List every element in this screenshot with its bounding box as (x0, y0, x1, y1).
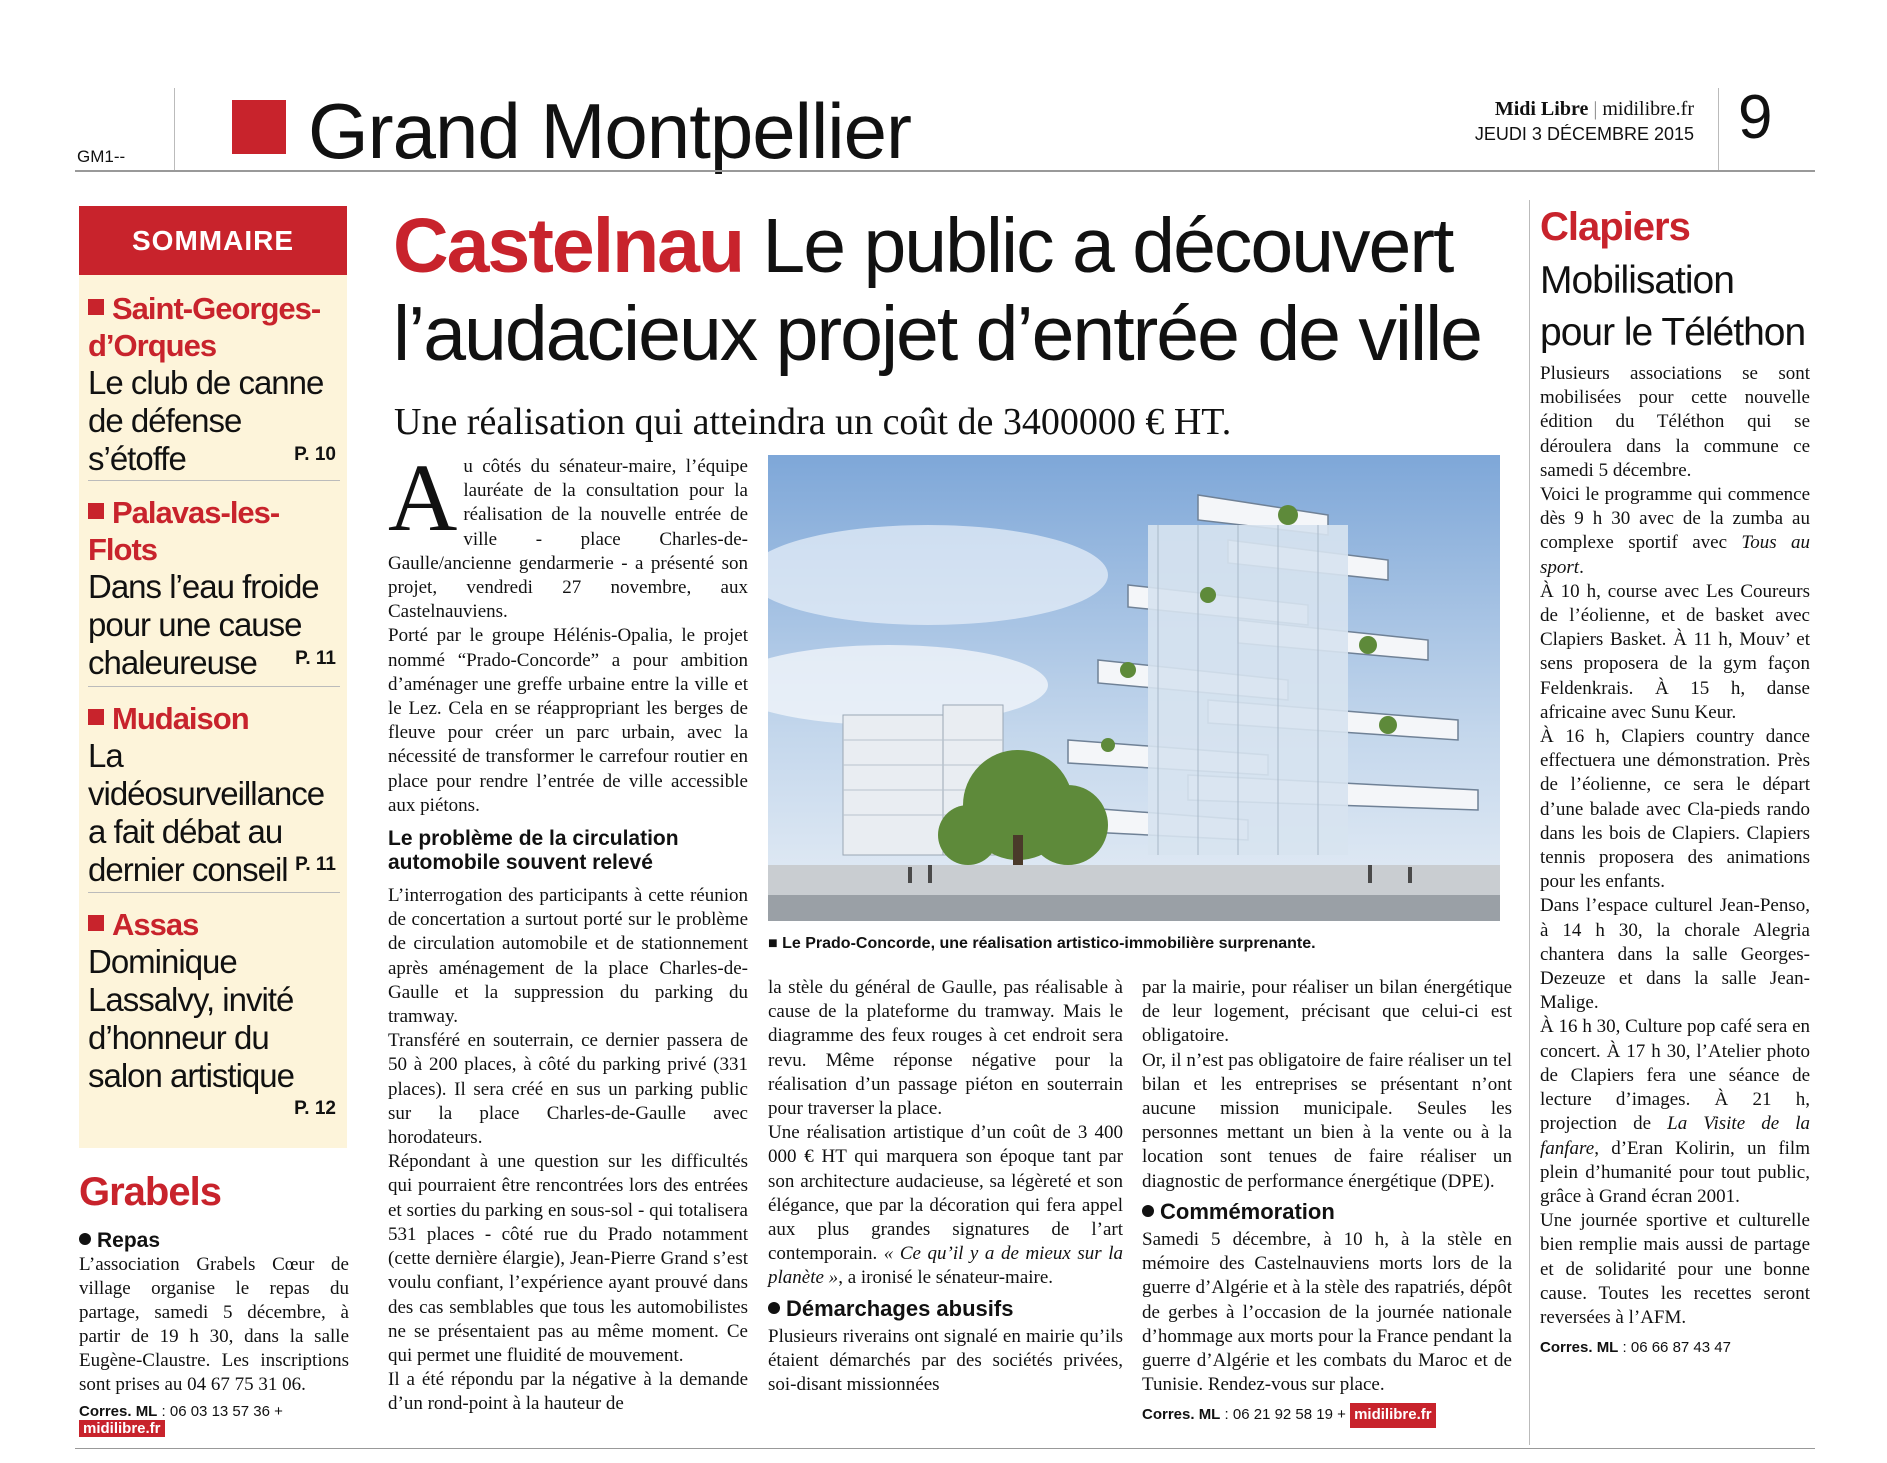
caption-square-icon: ■ (768, 935, 783, 952)
article-subhead: Le problème de la circulation automobile souvent relevé (388, 827, 679, 875)
article-paragraph: Une réalisation artistique d’un coût de 3 400 000 € HT qui marquera son époque tant par son architecture audacieuse, sa légèreté et son élégance, que par la décoration qui fera appel aux plus grandes signatures de l’art contemporain. « Ce qu’il y a de mieux sur la planète », a ironisé le sénateur-maire. (768, 1122, 1124, 1289)
brief-kicker: Grabels (79, 1170, 221, 1214)
sommaire-item (88, 700, 340, 889)
section-title: Grand Montpellier (308, 87, 911, 175)
brief-kicker: Clapiers (1540, 205, 1690, 249)
brief-body: L’association Grabels Cœur de village organise le repas du partage, samedi 5 décembre, à partir de 19 h 30, dans la salle Eugène-Claustre. Les inscriptions sont prises au 04 67 75 31 06. (79, 1254, 349, 1395)
sommaire-item-place: Saint-Georges-d’Orques (88, 291, 321, 363)
article-paragraph: Voici le programme qui commence dès 9 h 30 avec de la zumba au complexe sportif avec Tous au sport. (1540, 484, 1811, 578)
sommaire-divider (88, 892, 340, 893)
sommaire-item (88, 290, 340, 478)
masthead-brand: Midi Libre | midilibre.fr (1494, 98, 1694, 120)
sommaire-item-page: P. 11 (295, 854, 336, 875)
article-subhead: Démarchages abusifs (768, 1297, 1123, 1321)
brief-subhead: Repas (79, 1227, 349, 1253)
article-paragraph: u côtés du sénateur-maire, l’équipe lauréate de la consultation pour la réalisation de la nouvelle entrée de ville - place Charles-de-Gaulle/ancienne gendarmerie - a présenté son projet, vendredi 27 novembre, aux Castelnauviens. (388, 456, 748, 623)
page-number: 9 (1738, 83, 1773, 152)
bullet-square-icon (88, 503, 104, 519)
edition-code: GM1-- (77, 147, 126, 166)
brief-headline: Mobilisation pour le Téléthon (1540, 259, 1806, 354)
article-paragraph: la stèle du général de Gaulle, pas réalisable à cause de la plateforme du tramway. Mais le diagramme des feux rouges à cet endroit sera revu. Même réponse négative pour la réalisation d’un passage piéton en souterrain pour traverser la place. (768, 977, 1123, 1120)
column-divider (1529, 200, 1530, 1445)
sommaire-item (88, 494, 340, 682)
article-paragraph: Transféré en souterrain, ce dernier passera de 50 à 200 places, à côté du parking privé (331 places). Il sera créé en sus un parking public sur la place Charles-de-Gaulle avec horodateurs. (388, 1030, 748, 1149)
grabels-brief (79, 1170, 349, 1437)
sommaire-item-text: Dominique Lassalvy, invité d’honneur du salon artistique (88, 943, 294, 1094)
sommaire-item-place: Palavas-les-Flots (88, 495, 280, 567)
brand-site: midilibre.fr (1602, 98, 1694, 120)
article-title: Le public a découvert l’audacieux projet d’entrée de ville (393, 203, 1482, 377)
article-paragraph: À 10 h, course avec Les Coureurs de l’éolienne, et de basket avec Clapiers Basket. À 11 h, Mouv’ et sens proposera de la gym façon Feldenkrais. À 15 h, danse africaine avec Sunu Keur. (1540, 580, 1810, 723)
clapiers-body (1540, 362, 1810, 1360)
photo-caption: ■ Le Prado-Concorde, une réalisation artistico-immobilière surprenante. (768, 935, 1316, 952)
correspondent-line: Corres. ML : 06 03 13 57 36 + midilibre.fr (79, 1403, 283, 1437)
sommaire-divider (88, 480, 340, 481)
sommaire-item-place: Mudaison (88, 700, 340, 737)
article-paragraph: Samedi 5 décembre, à 10 h, à la stèle en mémoire des Castelnauviens morts lors de la guerre d’Algérie et à la stèle des rapatriés, dépôt de gerbes à l’occasion de la journée nationale d’hommage aux morts pour la France pendant la guerre d’Algérie et les combats du Maroc et de Tunisie. Rendez-vous sur place. (1142, 1229, 1512, 1396)
issue-date: JEUDI 3 DÉCEMBRE 2015 (1474, 124, 1694, 144)
article-paragraph: Plusieurs riverains ont signalé en mairie qu’ils étaient démarchés par des sociétés privées, soi-disant missionnées (768, 1325, 1123, 1396)
article-headline (393, 202, 1513, 378)
bullet-square-icon (88, 915, 104, 931)
article-paragraph: À 16 h, Clapiers country dance effectuera une démonstration. Près de l’éolienne, ce sera le départ d’une balade avec Cla-pieds rando dans les bois de Clapiers. Clapiers tennis proposera des animations pour les enfants. (1540, 726, 1810, 893)
article-subtitle: Une réalisation qui atteindra un coût de 3400000 € HT. (394, 401, 1232, 443)
article-kicker: Castelnau (393, 203, 744, 289)
bullet-square-icon (88, 709, 104, 725)
bullet-dot-icon (1142, 1205, 1154, 1217)
article-paragraph: À 16 h 30, Culture pop café sera en concert. À 17 h 30, l’Atelier photo de Clapiers fera une séance de lecture d’images. À 21 h, projection de La Visite de la fanfare, d’Eran Kolirin, un film plein d’humanité pour tout public, grâce à Grand écran 2001. (1540, 1016, 1810, 1207)
article-paragraph: Répondant à une question sur les difficultés qui pourraient être rencontrées lors des entrées et sorties du parking en sous-sol - qui totalisera 531 places - côté rue du Prado notamment (cette dernière élargie), Jean-Pierre Grand s’est voulu confiant, l’expérience ayant prouvé dans des cas semblables que tous les automobilistes ne se présentaient pas au même moment. Ce qui permet une fluidité de mouvement. (388, 1151, 748, 1366)
article-paragraph: Porté par le groupe Hélénis-Opalia, le projet nommé “Prado-Concorde” a pour ambition d’aménager une greffe urbaine entre la ville et le Lez. Cela en se réappropriant les berges de fleuve pour créer un parc urbain, avec la nécessité de transformer le carrefour routier en place pour rendre l’entrée de ville accessible aux piétons. (388, 625, 748, 816)
section-marker-square (232, 100, 286, 154)
article-column-2 (768, 976, 1123, 1397)
header-divider (1718, 88, 1719, 170)
sommaire-item-page: P. 12 (294, 1098, 336, 1119)
article-paragraph: Une journée sportive et culturelle bien remplie mais aussi de partage et de solidarité pour une bonne cause. Toutes les recettes seront reversées à l’AFM. (1540, 1210, 1810, 1328)
sommaire-item-text: Le club de canne de défense s’étoffe (88, 364, 324, 477)
article-paragraph: Il a été répondu par la négative à la demande d’un rond-point à la hauteur de (388, 1369, 748, 1415)
header-divider (174, 88, 175, 170)
sommaire-item-page: P. 10 (294, 444, 336, 465)
article-photo (768, 455, 1500, 921)
sommaire-item-page: P. 11 (295, 648, 336, 669)
article-paragraph: par la mairie, pour réaliser un bilan énergétique de leur logement, précisant que celui-ci est obligatoire. (1142, 977, 1512, 1047)
sommaire-item-text: La vidéosurveillance a fait débat au dernier conseil (88, 737, 325, 888)
article-paragraph: L’interrogation des participants à cette réunion de concertation a surtout porté sur le problème de circulation automobile et de stationnement après aménagement de la place Charles-de-Gaulle et la suppression du parking du tramway. (388, 885, 748, 1028)
bullet-dot-icon (79, 1233, 91, 1245)
article-column-3 (1142, 976, 1512, 1428)
sommaire-title: SOMMAIRE (79, 206, 347, 275)
article-paragraph: Dans l’espace culturel Jean-Penso, à 14 h 30, la chorale Alegria chantera dans la salle Georges-Dezeuze et dans la salle Jean-Malige. (1540, 895, 1810, 1014)
article-paragraph: Plusieurs associations se sont mobilisées pour cette nouvelle édition du Téléthon qui se déroulera dans la commune ce samedi 5 décembre. (1540, 363, 1810, 481)
midilibre-badge: midilibre.fr (1350, 1403, 1436, 1427)
article-paragraph: Or, il n’est pas obligatoire de faire réaliser un tel bilan et les entreprises se présentant n’ont aucune mission municipale. Seules les personnes mettant un bien à la vente ou à la location sont tenues de faire réaliser un diagnostic de performance énergétique (DPE). (1142, 1049, 1512, 1192)
header-rule (75, 170, 1815, 172)
article-column-1 (388, 444, 748, 1417)
brand-name: Midi Libre (1494, 98, 1589, 120)
drop-cap: A (388, 444, 458, 551)
bullet-square-icon (88, 299, 104, 315)
sommaire-item-text: Dans l’eau froide pour une cause chaleureuse (88, 568, 319, 681)
sommaire-item (88, 906, 340, 1119)
footer-rule (75, 1448, 1815, 1449)
sommaire-divider (88, 686, 340, 687)
building-illustration (768, 455, 1500, 921)
correspondent-line: Corres. ML : 06 21 92 58 19 + midilibre.fr (1142, 1403, 1512, 1427)
bullet-dot-icon (768, 1302, 780, 1314)
correspondent-line: Corres. ML : 06 66 87 43 47 (1540, 1339, 1731, 1357)
sommaire-item-place: Assas (88, 906, 340, 943)
article-subhead: Commémoration (1142, 1200, 1512, 1224)
midilibre-badge: midilibre.fr (79, 1420, 165, 1437)
